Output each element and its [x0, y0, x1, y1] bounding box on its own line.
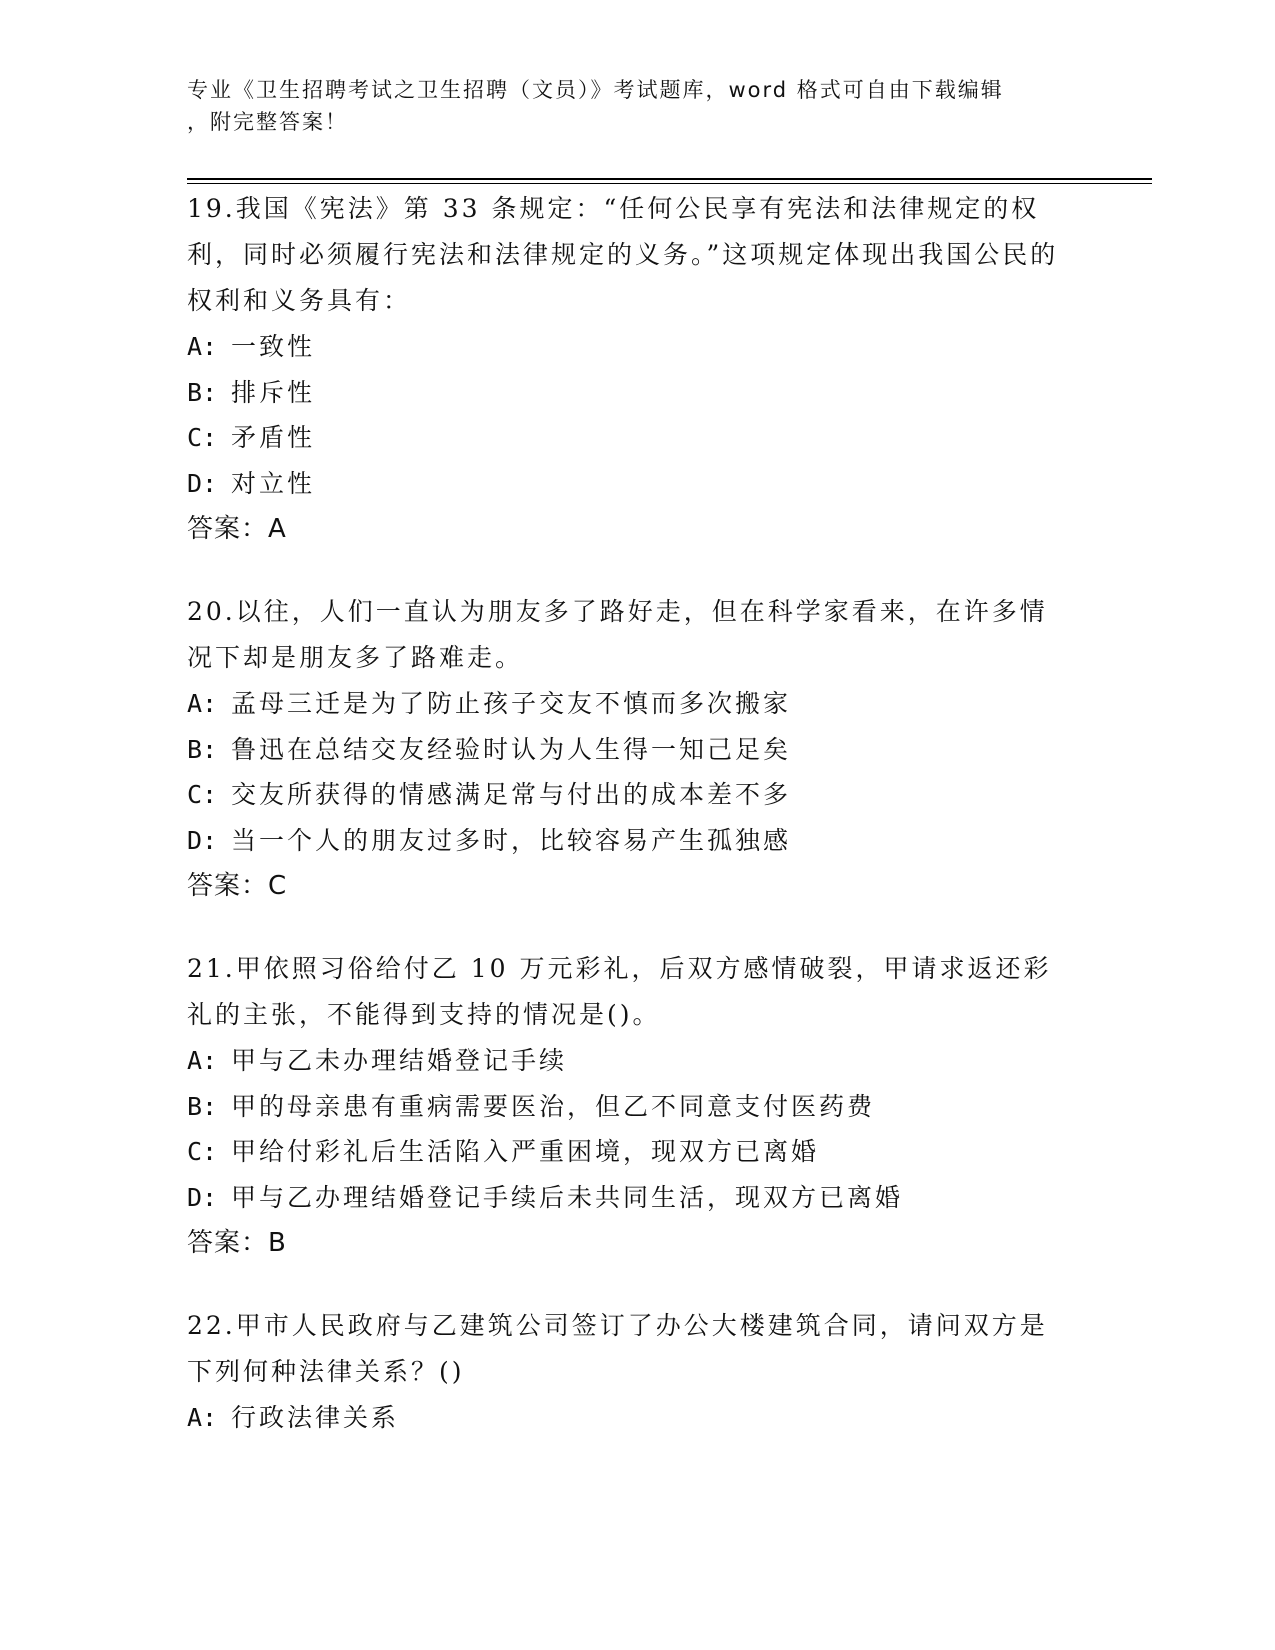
option-b — [187, 727, 1107, 773]
header-divider-thin — [187, 183, 1152, 184]
question-stem: 20.以往，人们一直认为朋友多了路好走，但在科学家看来，在许多情况下却是朋友多了路难走。 — [187, 597, 1048, 672]
option-key: A: — [187, 1403, 218, 1432]
option-key: B: — [187, 377, 218, 407]
question-22 — [187, 1303, 1107, 1441]
option-a — [187, 324, 1107, 370]
answer-line: 答案：B — [187, 1228, 287, 1258]
option-b — [187, 1084, 1107, 1130]
question-21 — [187, 946, 1107, 1266]
option-text: 甲与乙未办理结婚登记手续 — [231, 1046, 568, 1075]
option-a — [187, 681, 1107, 727]
option-b — [187, 370, 1107, 416]
header-line-1: 专业《卫生招聘考试之卫生招聘（文员）》考试题库，word 格式可自由下载编辑 — [187, 78, 1004, 102]
option-a — [187, 1395, 1107, 1441]
option-c — [187, 1129, 1107, 1175]
header-line-2: ，附完整答案！ — [187, 110, 348, 134]
option-text: 一致性 — [231, 332, 316, 361]
option-key: C: — [187, 780, 218, 809]
option-d — [187, 1175, 1107, 1221]
option-text: 甲与乙办理结婚登记手续后未共同生活，现双方已离婚 — [231, 1182, 904, 1212]
question-stem: 19.我国《宪法》第 33 条规定：“任何公民享有宪法和法律规定的权利，同时必须履行宪法和法律规定的义务。”这项规定体现出我国公民的权利和义务具有： — [187, 194, 1059, 315]
option-text: 对立性 — [231, 468, 316, 498]
option-text: 交友所获得的情感满足常与付出的成本差不多 — [231, 780, 792, 809]
option-d — [187, 461, 1107, 507]
option-key: D: — [187, 468, 218, 498]
option-c — [187, 772, 1107, 818]
option-key: A: — [187, 332, 218, 361]
header-divider-thick — [187, 178, 1152, 180]
question-20 — [187, 589, 1107, 909]
option-text: 甲给付彩礼后生活陷入严重困境，现双方已离婚 — [231, 1137, 820, 1166]
option-a — [187, 1038, 1107, 1084]
option-key: A: — [187, 1046, 218, 1075]
option-text: 孟母三迁是为了防止孩子交友不慎而多次搬家 — [231, 689, 792, 718]
question-stem: 21.甲依照习俗给付乙 10 万元彩礼，后双方感情破裂，甲请求返还彩礼的主张，不能得到支持的情况是()。 — [187, 954, 1052, 1029]
option-text: 矛盾性 — [231, 423, 316, 452]
option-key: C: — [187, 423, 218, 452]
answer-line: 答案：C — [187, 871, 288, 901]
question-stem: 22.甲市人民政府与乙建筑公司签订了办公大楼建筑合同，请问双方是下列何种法律关系？() — [187, 1311, 1048, 1386]
option-key: D: — [187, 1182, 218, 1212]
document-header — [187, 74, 1087, 138]
option-key: C: — [187, 1137, 218, 1166]
option-key: B: — [187, 1091, 218, 1121]
answer-line: 答案：A — [187, 514, 287, 544]
option-text: 甲的母亲患有重病需要医治，但乙不同意支付医药费 — [231, 1091, 876, 1121]
option-key: B: — [187, 734, 218, 764]
question-list — [187, 186, 1107, 1478]
option-key: D: — [187, 825, 218, 855]
option-key: A: — [187, 689, 218, 718]
option-text: 排斥性 — [231, 377, 316, 407]
option-d — [187, 818, 1107, 864]
option-text: 当一个人的朋友过多时，比较容易产生孤独感 — [231, 825, 792, 855]
option-text: 鲁迅在总结交友经验时认为人生得一知己足矣 — [231, 734, 792, 764]
option-text: 行政法律关系 — [231, 1403, 400, 1432]
option-c — [187, 415, 1107, 461]
question-19 — [187, 186, 1107, 552]
